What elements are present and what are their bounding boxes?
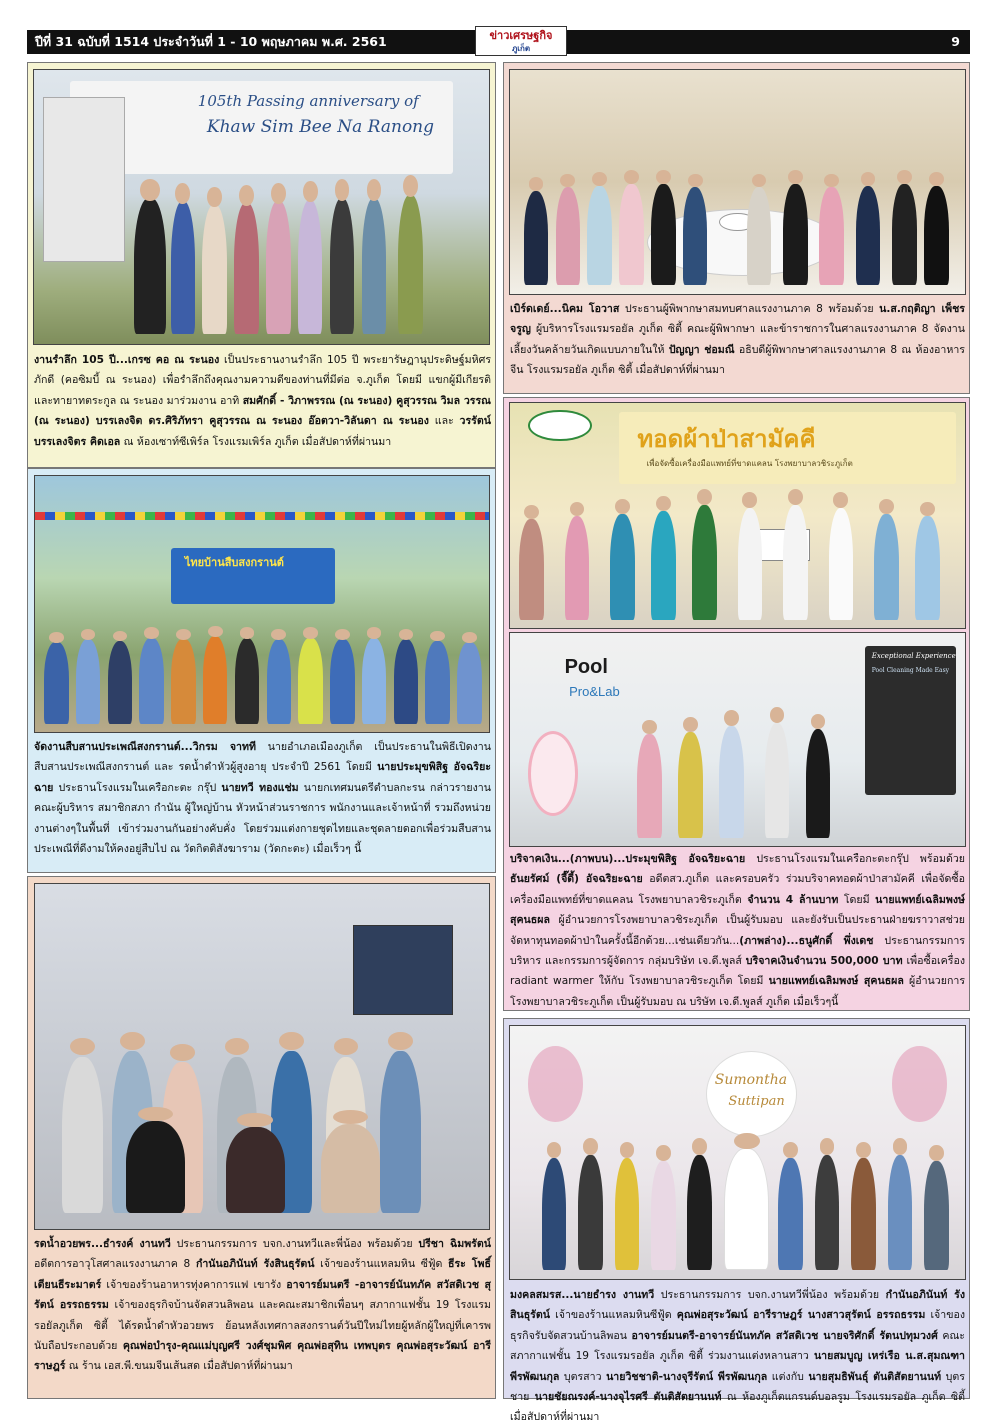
caption-bold-0: จัดงานสืบสานประเพณีสงกรานต์...วิกรม จาทที: [34, 741, 256, 753]
story-anniversary: [27, 62, 496, 468]
caption-bold-2: น.ส.กฤติญา เพ็ชรจรูญ: [510, 303, 965, 336]
wedding-caption: [510, 1285, 966, 1424]
caption-text-13: บุตรชาย: [510, 1370, 965, 1404]
issue-line: ปีที่ 31 ฉบับที่ 1514 ประจำวันที่ 1 - 10 พฤษภาคม พ.ศ. 2561: [35, 34, 387, 49]
caption-bold-6: อาจารย์มนตรี-อาจารย์นันทภัค สวัสดิเวช นายจริศักดิ์ รัตนปทุมวงศ์: [631, 1329, 938, 1342]
caption-text-1: ประธานกรรมการ บจก.งานทวีพี่น้อง พร้อมด้วย: [654, 1289, 886, 1301]
caption-bold-10: คุณพ่อบำรุง-คุณแม่บุญศรี วงศ์ชุมพิศ คุณพ่อสุทิน เทพบุตร คุณพ่อสุระวัฒน์ อารีราษฎร์: [34, 1340, 491, 1373]
caption-bold-10: นายวิชชาติ-นางจุรีรัตน์ พีรพัฒนกุล: [606, 1370, 768, 1383]
flower-arrangement-right: [892, 1046, 947, 1122]
logo-main: ข่าวเศรษฐกิจ: [489, 29, 553, 42]
caption-text-5: ณ ห้องเซาท์ซีเพิร์ล โรงแรมเพิร์ล ภูเก็ต เมื่อสัปดาห์ที่ผ่านมา: [120, 435, 392, 448]
caption-text-1: ประธานโรงแรมในเครือกะตะกรุ๊ป พร้อมด้วย: [745, 853, 965, 865]
caption-bold-8: อาจารย์มนตรี -อาจารย์นันทภัค สวัสดิเวช สุรัตน์ อรรถธรรม: [34, 1278, 491, 1312]
caption-text-15: ณ ห้องภูเก็ตแกรนด์บอลรูม โรงแรมรอยัล ภูเก็ต ซิตี้ เมื่อสัปดาห์ที่ผ่านมา: [510, 1391, 965, 1424]
caption-bold-14: นายชัยณรงค์-นางจุไรศรี ตันติสัตยานนท์: [534, 1391, 722, 1404]
caption-text-3: อดีตสว.ภูเก็ต และครอบครัว ร่วมบริจาคทอดผ้าป่าสามัคคี เพื่อจัดซื้อเครื่องมือแพทย์ที่ขาดแคลน โรงพยาบาลวชิระภูเก็ต: [510, 873, 965, 906]
caption-text-9: ประธานกรรมการบริหาร และกรรมการผู้จัดการ กลุ่มบริษัท เจ.ดี.พูลส์: [510, 934, 965, 968]
caption-bold-0: บริจาคเงิน...(ภาพบน)...ประมุขพิสิฐ อัจฉริยะฉาย: [510, 853, 746, 865]
caption-bold-0: งานรำลึก 105 ปี...เกรซ คอ ณ ระนอง: [34, 354, 220, 366]
wedding-sign-line1: Sumontha: [714, 1071, 788, 1088]
caption-bold-0: รดน้ำอวยพร...ธำรงค์ งานทวี: [34, 1238, 171, 1250]
donation-group-bottom: [510, 710, 965, 846]
logo-sub: ภูเก็ต: [511, 44, 531, 53]
wedding-group: [510, 1127, 965, 1279]
caption-text-5: เจ้าของร้านแหลมหิน ซีฟู้ด: [314, 1258, 449, 1271]
caption-text-13: ผู้อำนวยการโรงพยาบาลวชิระภูเก็ต เป็นผู้รับมอบ ณ บริษัท เจ.ดี.พูลส์ ภูเก็ต เมื่อเร็วๆนี้: [510, 975, 966, 1008]
water-blessing-photo: [34, 883, 490, 1230]
group-people: [34, 174, 489, 344]
birthday-caption: [510, 299, 965, 391]
wedding-photo: [509, 1025, 966, 1280]
caption-bold-2: ปรีชา ฉิมพรัตน์: [418, 1238, 491, 1250]
caption-text-3: และ: [428, 415, 460, 428]
caption-text-5: นายกเทศมนตรีตำบลกะรน กล่าวรายงาน คณะผู้บริหาร สมาชิกสภา กำนัน ผู้ใหญ่บ้าน หัวหน้าส่วนราชการ พนักงานและเจ้าหน้าที่ รวมถึงหน่วยงานต่างๆในพื้นที่ เข้าร่วมงานกันอย่างคับคั่ง โดยร่วมแต่งกายชุดไทยและชุดลายดอกเพื่อร่วมสืบสานประเพณีที่ดีงามให้คงอยู่สืบไป ณ วัดกิตติสังฆาราม (วัดกะตะ) เมื่อเร็วๆ นี้: [34, 781, 491, 856]
water-blessing-group: [35, 960, 489, 1229]
caption-bold-8: นายสมบูญ เหร่เรือ น.ส.สุมณฑา พีรพัฒนกุล: [510, 1350, 966, 1383]
caption-text-1: ประธานผู้พิพากษาสมทบศาลแรงงานภาค 8 พร้อมด้วย: [619, 303, 880, 315]
songkran-caption: [34, 737, 491, 871]
caption-bold-4: วรรัตน์ บรรเลงจิตร คิดเอล: [34, 415, 491, 448]
caption-text-5: โดยมี: [838, 893, 876, 906]
flower-arrangement-left: [528, 1046, 583, 1122]
festival-banner: ไทยบ้านสืบสงกรานต์: [184, 555, 284, 569]
caption-text-5: อธิบดีผู้พิพากษาศาลแรงงานภาค 8 ณ ห้องอาหารจีน โรงแรมรอยัล ภูเก็ต ซิตี้ เมื่อสัปดาห์ที่ผ่านมา: [510, 343, 965, 377]
water-blessing-caption: [34, 1234, 491, 1396]
donation-caption: [510, 849, 965, 1009]
birthday-photo: [509, 69, 966, 295]
bunting-flags: [35, 512, 489, 520]
caption-bold-6: ธีระ โพธิ์เตียนธีระมาตร์: [34, 1258, 491, 1291]
caption-bold-12: นายแพทย์เฉลิมพงษ์ สุคนธผล: [768, 975, 904, 988]
anniversary-banner-line2: Khaw Sim Bee Na Ranong: [206, 116, 435, 137]
caption-bold-0: เบิร์ดเดย์...นิคม โอวาส: [510, 303, 620, 315]
page-number: 9: [951, 34, 960, 49]
caption-bold-12: นายสุมธิพันธุ์ ตันติสัตยานนท์: [808, 1370, 942, 1383]
caption-text-9: เจ้าของธุรกิจบ้านจัดสวนลิพอน และคณะสมาชิกเพื่อนๆ สภากาแฟชั้น 19 โรงแรมรอยัลภูเก็ต ซิตี้ ได้รดน้ำดำหัวอวยพร ย้อนหลังเทศกาลสงกรานต์วันปีใหม่ไทยผู้หลักผู้ใหญ่ที่เคารพนับถือประกอบด้วย: [34, 1299, 491, 1353]
masthead: [27, 30, 970, 54]
songkran-group: [35, 591, 489, 732]
story-songkran: [27, 468, 496, 873]
caption-text-7: ผู้อำนวยการโรงพยาบาลวชิระภูเก็ต เป็นผู้รับมอบ และยังรับเป็นประธานฝ่ายฆราวาสช่วยจัดหาทุนทอดผ้าป่าในครั้งนี้อีกด้วย...เช่นเดียวกัน...: [510, 914, 965, 947]
donation-photo-bottom: [509, 632, 966, 847]
caption-text-3: ผู้บริหารโรงแรมรอยัล ภูเก็ต ซิตี้ คณะผู้พิพากษา และข้าราชการในศาลแรงงานภาค 8 จัดงานเลี้ยงวันคล้ายวันเกิดแบบภายในให้: [510, 323, 965, 356]
pool-sign-line1: Pool: [564, 656, 608, 679]
pool-sign-line2: Pro&Lab: [569, 684, 620, 700]
newspaper-logo: [475, 26, 567, 56]
donation-group-top: [510, 489, 965, 629]
caption-bold-6: นายแพทย์เฉลิมพงษ์ สุคนธผล: [510, 893, 965, 927]
story-birthday: [503, 62, 970, 394]
caption-text-11: แต่งกับ: [767, 1370, 809, 1383]
towel-banner: ทอดผ้าป่าสามัคคี: [637, 423, 816, 453]
caption-text-9: บุตรสาว: [559, 1370, 607, 1383]
story-wedding: [503, 1018, 970, 1424]
pool-poster-sub: Pool Cleaning Made Easy: [871, 667, 950, 675]
caption-bold-2: ธันยรัศม์ (จี๊ดี้) อัจฉริยะฉาย: [510, 873, 643, 886]
caption-text-3: อดีตการอาวุโสศาลแรงงานภาค 8: [34, 1258, 196, 1271]
story-donation: [503, 397, 970, 1011]
birthday-group: [510, 137, 965, 294]
donation-photo-top: [509, 402, 966, 629]
story-water-blessing: [27, 876, 496, 1399]
caption-text-1: ประธานกรรมการ บจก.งานทวีและพี่น้อง พร้อมด้วย: [170, 1238, 419, 1250]
caption-text-1: นายอำเภอเมืองภูเก็ต เป็นประธานในพิธีเปิดงานสืบสานประเพณีสงกรานต์ และ รดน้ำดำหัวผู้สูงอายุ ประจำปี 2561 โดยมี: [34, 741, 491, 774]
caption-text-7: คณะสภากาแฟชั้น 19 โรงแรมรอยัล ภูเก็ต ซิตี้ ร่วมงานแต่งหลานสาว: [510, 1329, 965, 1363]
caption-text-5: เจ้าของธุรกิจรับจัดสวนบ้านลิพอน: [510, 1309, 965, 1342]
caption-bold-4: จำนวน 4 ล้านบาท: [747, 893, 839, 906]
caption-text-11: เพื่อซื้อเครื่อง radiant warmer ให้กับ โรงพยาบาลวชิระภูเก็ต โดยมี: [510, 955, 965, 988]
caption-bold-0: มงคลสมรส...นายธำรง งานทวี: [510, 1289, 655, 1301]
caption-bold-4: คุณพ่อสุระวัฒน์ อารีราษฎร์ นางสาวสุรัตน์ อรรถธรรม: [676, 1309, 926, 1322]
caption-bold-4: นายทวี ทองแช่ม: [221, 781, 299, 794]
caption-bold-10: บริจาคเงินจำนวน 500,000 บาท: [745, 955, 903, 968]
caption-bold-2: นายประมุขพิสิฐ อัจฉริยะฉาย: [34, 761, 491, 794]
caption-text-3: ประธานโรงแรมในเครือกะตะ กรุ๊ป: [53, 781, 222, 794]
caption-bold-4: กำนันอภินันท์ รังสินธุรัตน์: [195, 1258, 315, 1271]
caption-bold-2: สมศักดิ์ - วิภาพรรณ (ณ ระนอง) คูสุวรรณ วิมล วรรณ (ณ ระนอง) บรรเลงจิต ดร.ศิริภัทรา คูสุวรรณ ณ ระนอง อ๊อตวา-วิลันดา ณ ระนอง: [34, 394, 491, 428]
caption-bold-8: (ภาพล่าง)...ธนูศักดิ์ พึ่งเดช: [739, 934, 874, 947]
anniversary-caption: [34, 350, 491, 464]
caption-bold-4: ปัญญา ช่อมณี: [668, 343, 735, 356]
caption-text-7: เจ้าของร้านอาหารทุ่งคาการแฟ เขารัง: [101, 1278, 287, 1291]
wedding-sign-line2: Suttipan: [728, 1094, 785, 1110]
anniversary-banner-line1: 105th Passing anniversary of: [197, 91, 419, 110]
caption-text-1: เป็นประธานงานรำลึก 105 ปี พระยารัษฎานุประดิษฐ์มหิศร ภักดี (คอซิมบี้ ณ ระนอง) เพื่อรำลึกถึงคุณงามความดีของท่านที่มีต่อ จ.ภูเก็ต โดยมี แขกผู้มีเกียรติ และทายาทตระกูล ณ ระนอง มาร่วมงาน อาทิ: [34, 354, 492, 407]
caption-bold-2: กำนันอภินันท์ รังสินธุรัตน์: [510, 1289, 966, 1322]
songkran-photo: [34, 475, 490, 733]
anniversary-photo: [33, 69, 490, 345]
caption-text-11: ณ ร้าน เอส.พี.ขนมจีนเส้นสด เมื่อสัปดาห์ที่ผ่านมา: [65, 1360, 293, 1373]
towel-banner-sub: เพื่อจัดซื้อเครื่องมือแพทย์ที่ขาดแคลน โรงพยาบาลวชิระภูเก็ต: [646, 459, 853, 468]
health-ministry-logo: [528, 410, 592, 442]
caption-text-3: เจ้าของร้านแหลมหินซีฟู้ด: [550, 1309, 677, 1322]
pool-poster-title: Exceptional Experience: [871, 652, 956, 661]
